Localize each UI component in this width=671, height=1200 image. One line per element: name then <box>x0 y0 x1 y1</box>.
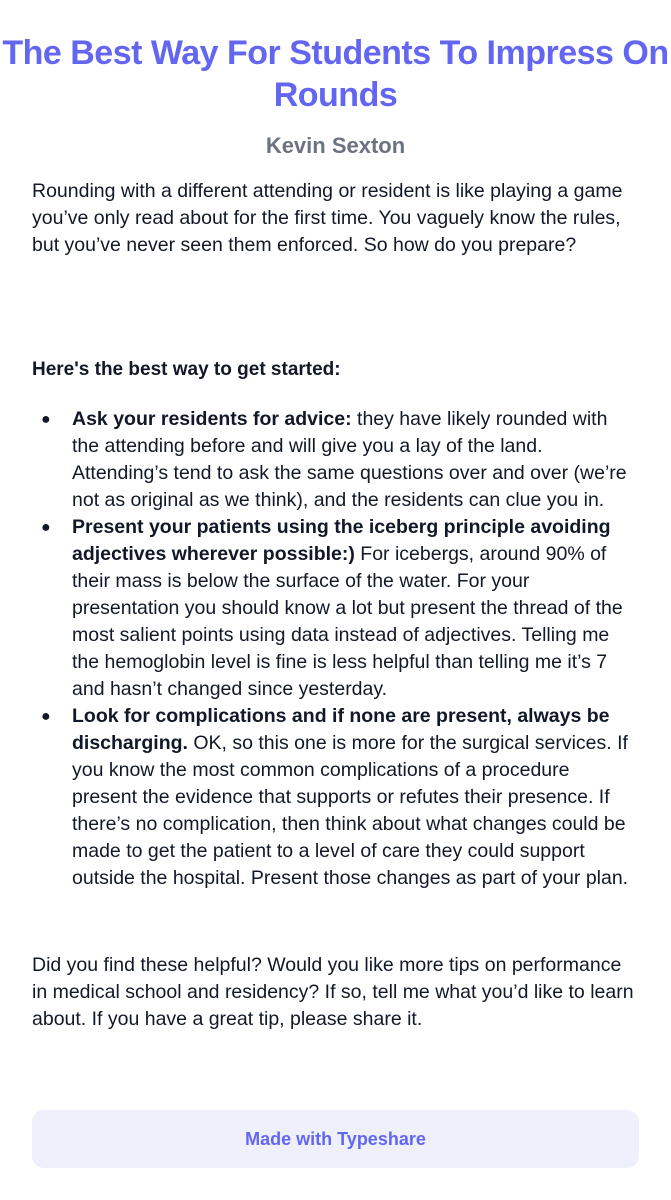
list-item <box>32 514 638 703</box>
tip-text: they have likely rounded with the attending before and will give you a lay of the land. Attending’s tend to ask the same questions over and over (we’re not as original as we think), and the residents can clue you in. <box>72 408 627 511</box>
section-heading: Here's the best way to get started: <box>32 359 341 380</box>
list-item <box>32 703 638 892</box>
tip-lead: Look for complications and if none are present, always be discharging. <box>72 705 610 754</box>
bullet-icon: ● <box>41 411 51 428</box>
intro-paragraph: Rounding with a different attending or resident is like playing a game you’ve only read about for the first time. You vaguely know the rules, but you’ve never seen them enforced. So how do you prepare? <box>32 180 623 256</box>
tip-lead: Ask your residents for advice: <box>72 408 352 430</box>
tip-text: OK, so this one is more for the surgical services. If you know the most common complications of a procedure present the evidence that supports or refutes their presence. If there’s no complication, then think about what changes could be made to get the patient to a level of care they could support outside the hospital. Present those changes as part of your plan. <box>72 732 629 889</box>
made-with-typeshare-link[interactable]: Made with Typeshare <box>32 1110 639 1168</box>
tips-list <box>32 406 638 892</box>
tip-lead: Present your patients using the iceberg principle avoiding adjectives wherever possible:) <box>72 516 611 565</box>
author-name: Kevin Sexton <box>265 133 406 158</box>
bullet-icon: ● <box>41 708 51 725</box>
list-item <box>32 406 638 514</box>
article-title: The Best Way For Students To Impress On Rounds <box>2 34 669 114</box>
bullet-icon: ● <box>41 519 51 536</box>
closing-paragraph: Did you find these helpful? Would you like more tips on performance in medical school and residency? If so, tell me what you’d like to learn about. If you have a great tip, please share it. <box>32 954 634 1030</box>
tip-text: For icebergs, around 90% of their mass is below the surface of the water. For your presentation you should know a lot but present the thread of the most salient points using data instead of adjectives. Telling me the hemoglobin level is fine is less helpful than telling me it’s 7 and hasn’t changed since yesterday. <box>72 543 623 700</box>
